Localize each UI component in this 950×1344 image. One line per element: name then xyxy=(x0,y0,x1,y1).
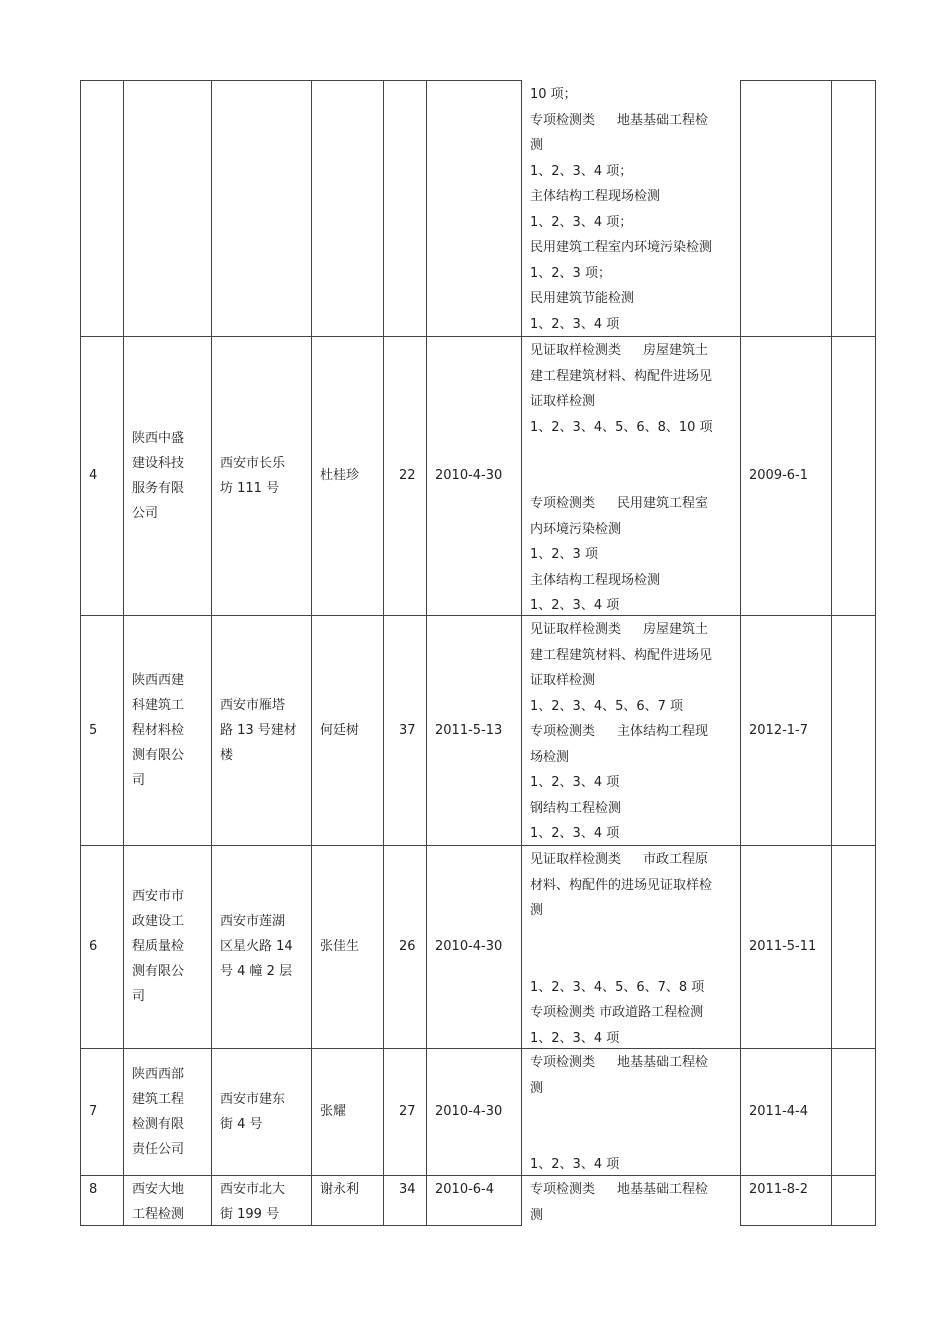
company-name-line: 西安市市 xyxy=(132,889,185,904)
scope-line: 1、2、3、4 项； xyxy=(530,214,633,230)
table-border-top-right xyxy=(740,80,876,81)
col-line xyxy=(740,80,741,1226)
company-name-line: 政建设工 xyxy=(132,914,185,929)
scope-line: 测 xyxy=(530,1207,544,1223)
address-line: 坊 111 号 xyxy=(220,480,280,496)
address xyxy=(220,336,285,615)
address-line: 号 4 幢 2 层 xyxy=(220,964,293,979)
address-line: 街 4 号 xyxy=(220,1116,263,1132)
company-name xyxy=(132,615,184,845)
scope-line xyxy=(530,491,713,517)
staff-count xyxy=(399,336,416,615)
scope-category: 专项检测类 xyxy=(530,724,596,739)
scope-line: 主体结构工程现场检测 xyxy=(530,189,661,204)
staff-count xyxy=(399,615,416,845)
row-number-text: 4 xyxy=(89,468,98,483)
col-line xyxy=(211,80,212,1226)
scope-line: 1、2、3、4、5、6、8、10 项 xyxy=(530,419,713,435)
legal-representative-text: 杜桂珍 xyxy=(320,468,360,483)
address xyxy=(220,1048,285,1175)
expiry-date-text: 2012-1-7 xyxy=(749,722,809,738)
company-name-line: 公司 xyxy=(132,505,159,521)
scope-line: 建工程建筑材料、构配件进场见 xyxy=(530,368,713,384)
col-line xyxy=(521,80,522,1226)
company-name-line: 陕西中盛 xyxy=(132,430,185,446)
staff-count xyxy=(399,1048,416,1175)
row-number xyxy=(89,1177,97,1228)
staff-count-text: 22 xyxy=(399,468,416,483)
scope-line xyxy=(530,108,712,134)
company-name-line: 陕西西部 xyxy=(132,1066,185,1082)
issue-date-text: 2010-4-30 xyxy=(435,468,503,483)
scope-item: 市政工程原 xyxy=(643,852,709,867)
scope-line: 1、2、3 项 xyxy=(530,547,598,562)
company-name-line: 程材料检 xyxy=(132,722,185,738)
company-name-line: 检测有限 xyxy=(132,1116,185,1132)
issue-date-text: 2010-4-30 xyxy=(435,939,503,954)
scope-item: 地基基础工程检 xyxy=(617,1055,709,1070)
scope-line: 证取样检测 xyxy=(530,394,596,409)
row-number-text: 6 xyxy=(89,939,98,954)
scope-line: 1、2、3 项； xyxy=(530,265,611,281)
issue-date xyxy=(435,845,502,1048)
testing-scope xyxy=(530,82,712,337)
company-name-line: 测有限公 xyxy=(132,747,185,763)
row-number xyxy=(89,845,97,1048)
scope-line: 1、2、3、4 项 xyxy=(530,1157,620,1172)
scope-line: 证取样检测 xyxy=(530,673,596,688)
company-name-line: 科建筑工 xyxy=(132,697,185,713)
table-border-top xyxy=(80,80,522,81)
scope-line: 民用建筑节能检测 xyxy=(530,291,635,306)
scope-line: 内环境污染检测 xyxy=(530,521,622,537)
legal-representative xyxy=(320,336,359,615)
company-name-line: 工程检测 xyxy=(132,1207,185,1222)
scope-line xyxy=(530,1177,708,1203)
address-line: 区星火路 14 xyxy=(220,939,293,954)
col-line xyxy=(80,80,81,1226)
expiry-date-text: 2011-4-4 xyxy=(749,1104,809,1119)
address xyxy=(220,845,293,1048)
address-line: 西安市莲湖 xyxy=(220,914,286,929)
address-line: 楼 xyxy=(220,747,234,763)
company-name-line: 建设科技 xyxy=(132,455,185,471)
expiry-date-text: 2009-6-1 xyxy=(749,468,809,483)
scope-item: 房屋建筑土 xyxy=(643,343,709,358)
staff-count xyxy=(399,845,416,1048)
issue-date-text: 2011-5-13 xyxy=(435,722,503,738)
row-number-text: 8 xyxy=(89,1182,98,1197)
scope-line: 测 xyxy=(530,1080,544,1096)
legal-representative xyxy=(320,845,359,1048)
legal-representative-text: 谢永利 xyxy=(320,1182,360,1197)
scope-line xyxy=(530,924,712,950)
company-name-line: 测有限公 xyxy=(132,964,185,979)
scope-line xyxy=(530,1101,708,1127)
company-name xyxy=(132,845,184,1048)
expiry-date-text: 2011-5-11 xyxy=(749,939,817,954)
scope-category: 见证取样检测类 xyxy=(530,852,622,867)
scope-line: 测 xyxy=(530,903,544,918)
company-name-line: 司 xyxy=(132,989,146,1004)
row-number xyxy=(89,615,97,845)
scope-line: 主体结构工程现场检测 xyxy=(530,572,661,588)
row-number xyxy=(89,336,97,615)
scope-item: 民用建筑工程室 xyxy=(617,496,709,511)
company-name xyxy=(132,336,184,615)
staff-count-text: 27 xyxy=(399,1104,416,1119)
staff-count-text: 34 xyxy=(399,1182,416,1197)
staff-count xyxy=(399,1177,416,1228)
legal-representative-text: 张佳生 xyxy=(320,939,360,954)
scope-line: 10 项； xyxy=(530,87,577,102)
col-line xyxy=(123,80,124,1226)
address xyxy=(220,615,297,845)
row-number-text: 7 xyxy=(89,1104,98,1119)
scope-category: 专项检测类 xyxy=(530,112,596,128)
company-name-line: 服务有限 xyxy=(132,480,185,496)
scope-category: 专项检测类 xyxy=(530,496,596,511)
company-name-line: 西安大地 xyxy=(132,1182,185,1197)
scope-line: 钢结构工程检测 xyxy=(530,800,622,816)
issue-date xyxy=(435,1048,502,1175)
scope-line: 1、2、3、4、5、6、7、8 项 xyxy=(530,979,705,995)
address-line: 西安市建东 xyxy=(220,1091,286,1107)
scope-line xyxy=(530,466,713,492)
row-number-text: 5 xyxy=(89,722,98,738)
address-line: 路 13 号建材 xyxy=(220,722,297,738)
testing-scope xyxy=(530,1177,708,1228)
scope-line xyxy=(530,719,712,745)
scope-line: 专项检测类 市政道路工程检测 xyxy=(530,1005,704,1020)
scope-category: 专项检测类 xyxy=(530,1182,596,1197)
scope-line xyxy=(530,847,712,873)
issue-date xyxy=(435,336,502,615)
address-line: 西安市长乐 xyxy=(220,455,286,471)
scope-line xyxy=(530,440,713,466)
staff-count-text: 26 xyxy=(399,939,416,954)
address-line: 街 199 号 xyxy=(220,1207,280,1222)
expiry-date xyxy=(749,845,816,1048)
company-name xyxy=(132,1048,184,1175)
issue-date xyxy=(435,1177,494,1228)
scope-line xyxy=(530,1050,708,1076)
testing-scope xyxy=(530,1050,708,1178)
legal-representative-text: 张耀 xyxy=(320,1104,347,1119)
legal-representative-text: 何廷树 xyxy=(320,722,360,738)
legal-representative xyxy=(320,615,359,845)
scope-line: 1、2、3、4 项 xyxy=(530,598,620,613)
scope-line xyxy=(530,1127,708,1153)
company-name-line: 建筑工程 xyxy=(132,1091,185,1107)
scope-line: 1、2、3、4、5、6、7 项 xyxy=(530,698,684,714)
col-line xyxy=(875,80,876,1226)
address xyxy=(220,1177,285,1228)
scope-category: 专项检测类 xyxy=(530,1055,596,1070)
scope-line: 测 xyxy=(530,138,544,153)
scope-item: 地基基础工程检 xyxy=(617,112,709,128)
company-name-line: 陕西西建 xyxy=(132,672,185,688)
expiry-date xyxy=(749,1048,808,1175)
issue-date-text: 2010-6-4 xyxy=(435,1182,495,1197)
legal-representative xyxy=(320,1177,359,1228)
company-name xyxy=(132,1177,184,1228)
col-line xyxy=(311,80,312,1226)
testing-scope xyxy=(530,617,712,847)
scope-item: 主体结构工程现 xyxy=(617,724,709,739)
scope-line: 1、2、3、4 项 xyxy=(530,775,620,790)
company-name-line: 责任公司 xyxy=(132,1141,185,1157)
address-line: 西安市雁塔 xyxy=(220,697,286,713)
scope-line xyxy=(530,617,712,643)
scope-item: 房屋建筑土 xyxy=(643,622,709,637)
row-number xyxy=(89,1048,97,1175)
scope-line: 1、2、3、4 项 xyxy=(530,316,620,332)
address-line: 西安市北大 xyxy=(220,1182,286,1197)
issue-date-text: 2010-4-30 xyxy=(435,1104,503,1119)
col-line xyxy=(426,80,427,1226)
expiry-date xyxy=(749,615,808,845)
scope-line: 场检测 xyxy=(530,749,570,765)
scope-line: 1、2、3、4 项 xyxy=(530,826,620,841)
staff-count-text: 37 xyxy=(399,722,416,738)
scope-category: 见证取样检测类 xyxy=(530,343,622,358)
scope-line: 建工程建筑材料、构配件进场见 xyxy=(530,647,713,663)
company-name-line: 程质量检 xyxy=(132,939,185,954)
expiry-date xyxy=(749,1177,808,1228)
scope-line xyxy=(530,338,713,364)
scope-line: 材料、构配件的进场见证取样检 xyxy=(530,877,713,893)
scope-line: 1、2、3、4 项； xyxy=(530,163,633,179)
col-line xyxy=(383,80,384,1226)
expiry-date-text: 2011-8-2 xyxy=(749,1182,809,1197)
scope-line xyxy=(530,949,712,975)
col-line xyxy=(831,80,832,1226)
scope-category: 见证取样检测类 xyxy=(530,622,622,637)
scope-line: 民用建筑工程室内环境污染检测 xyxy=(530,240,713,255)
issue-date xyxy=(435,615,502,845)
qualification-table xyxy=(80,80,876,1226)
testing-scope xyxy=(530,847,712,1051)
legal-representative xyxy=(320,1048,346,1175)
expiry-date xyxy=(749,336,808,615)
company-name-line: 司 xyxy=(132,772,146,788)
scope-item: 地基基础工程检 xyxy=(617,1182,709,1197)
scope-line: 1、2、3、4 项 xyxy=(530,1030,620,1046)
row-divider xyxy=(80,1175,876,1176)
testing-scope xyxy=(530,338,713,619)
